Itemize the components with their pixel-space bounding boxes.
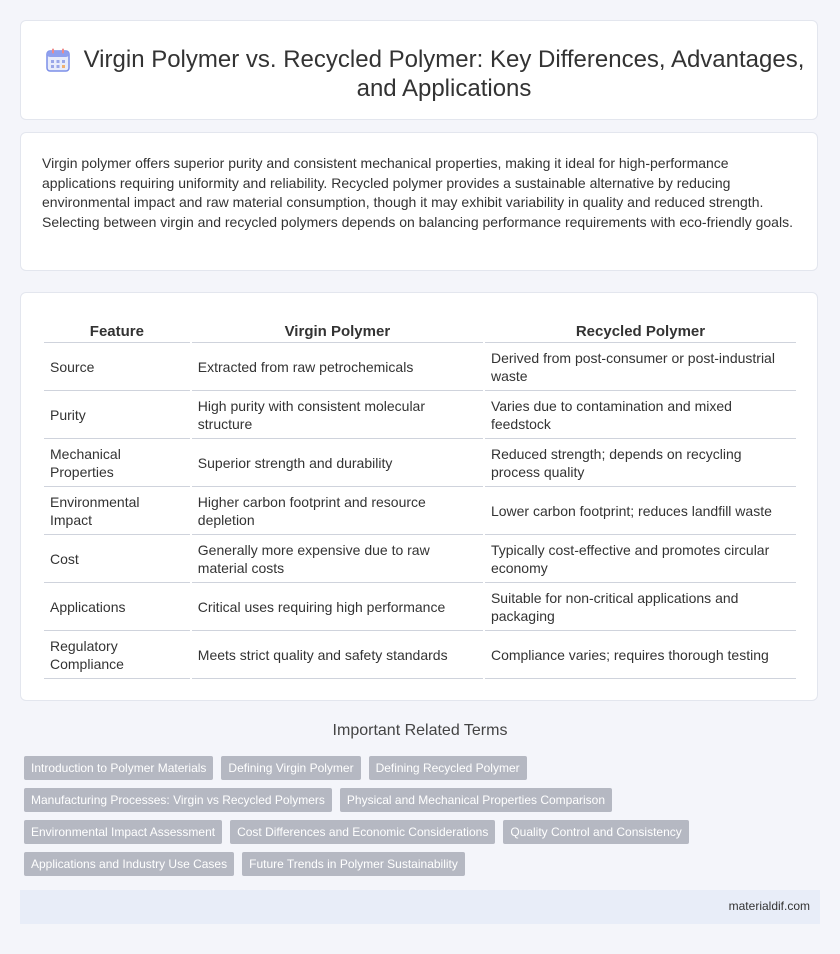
virgin-cell: Generally more expensive due to raw material costs xyxy=(192,535,483,583)
feature-cell: Regulatory Compliance xyxy=(44,631,190,679)
page-title: Virgin Polymer vs. Recycled Polymer: Key Differences, Advantages, and Applications xyxy=(83,46,805,102)
header-feature: Feature xyxy=(44,314,190,343)
feature-cell: Source xyxy=(44,343,190,391)
table-row xyxy=(44,487,796,535)
related-term-tag[interactable]: Applications and Industry Use Cases xyxy=(24,852,234,876)
comparison-table xyxy=(42,314,798,679)
related-term-tag[interactable]: Introduction to Polymer Materials xyxy=(24,756,213,780)
table-row xyxy=(44,535,796,583)
recycled-cell: Varies due to contamination and mixed feedstock xyxy=(485,391,796,439)
related-terms-row xyxy=(24,788,612,812)
feature-cell: Environmental Impact xyxy=(44,487,190,535)
related-term-tag[interactable]: Environmental Impact Assessment xyxy=(24,820,222,844)
table-header-row xyxy=(44,314,796,343)
recycled-cell: Derived from post-consumer or post-industrial waste xyxy=(485,343,796,391)
intro-card xyxy=(20,132,818,271)
virgin-cell: High purity with consistent molecular structure xyxy=(192,391,483,439)
virgin-cell: Higher carbon footprint and resource depletion xyxy=(192,487,483,535)
table-row xyxy=(44,439,796,487)
related-term-tag[interactable]: Physical and Mechanical Properties Comparison xyxy=(340,788,612,812)
related-term-tag[interactable]: Manufacturing Processes: Virgin vs Recycled Polymers xyxy=(24,788,332,812)
feature-cell: Applications xyxy=(44,583,190,631)
virgin-cell: Superior strength and durability xyxy=(192,439,483,487)
table-row xyxy=(44,343,796,391)
table-row xyxy=(44,631,796,679)
feature-cell: Cost xyxy=(44,535,190,583)
recycled-cell: Reduced strength; depends on recycling process quality xyxy=(485,439,796,487)
related-terms-row xyxy=(24,756,527,780)
virgin-cell: Critical uses requiring high performance xyxy=(192,583,483,631)
virgin-cell: Meets strict quality and safety standards xyxy=(192,631,483,679)
recycled-cell: Lower carbon footprint; reduces landfill waste xyxy=(485,487,796,535)
intro-paragraph: Virgin polymer offers superior purity and consistent mechanical properties, making it ideal for high-performance applications requiring uniformity and reliability. Recycled polymer provides a sustainable alternative by reducing environmental impact and raw material consumption, though it may exhibit variability in quality and reduced strength. Selecting between virgin and recycled polymers depends on balancing performance requirements with eco-friendly goals. xyxy=(42,155,793,230)
header-virgin-polymer: Virgin Polymer xyxy=(192,314,483,343)
feature-cell: Mechanical Properties xyxy=(44,439,190,487)
table-row xyxy=(44,391,796,439)
footer-site-link[interactable]: materialdif.com xyxy=(728,899,810,913)
recycled-cell: Compliance varies; requires thorough testing xyxy=(485,631,796,679)
title-card xyxy=(20,20,818,120)
related-terms-heading: Important Related Terms xyxy=(332,722,508,739)
related-terms-row xyxy=(24,852,465,876)
recycled-cell: Suitable for non-critical applications and packaging xyxy=(485,583,796,631)
header-recycled-polymer: Recycled Polymer xyxy=(485,314,796,343)
related-term-tag[interactable]: Defining Virgin Polymer xyxy=(221,756,360,780)
related-term-tag[interactable]: Defining Recycled Polymer xyxy=(369,756,527,780)
feature-cell: Purity xyxy=(44,391,190,439)
related-term-tag[interactable]: Quality Control and Consistency xyxy=(503,820,688,844)
related-terms-row xyxy=(24,820,689,844)
recycled-cell: Typically cost-effective and promotes circular economy xyxy=(485,535,796,583)
footer xyxy=(20,890,820,924)
table-row xyxy=(44,583,796,631)
calendar-icon xyxy=(45,47,71,73)
related-term-tag[interactable]: Future Trends in Polymer Sustainability xyxy=(242,852,465,876)
virgin-cell: Extracted from raw petrochemicals xyxy=(192,343,483,391)
related-term-tag[interactable]: Cost Differences and Economic Considerations xyxy=(230,820,495,844)
comparison-card xyxy=(20,292,818,701)
